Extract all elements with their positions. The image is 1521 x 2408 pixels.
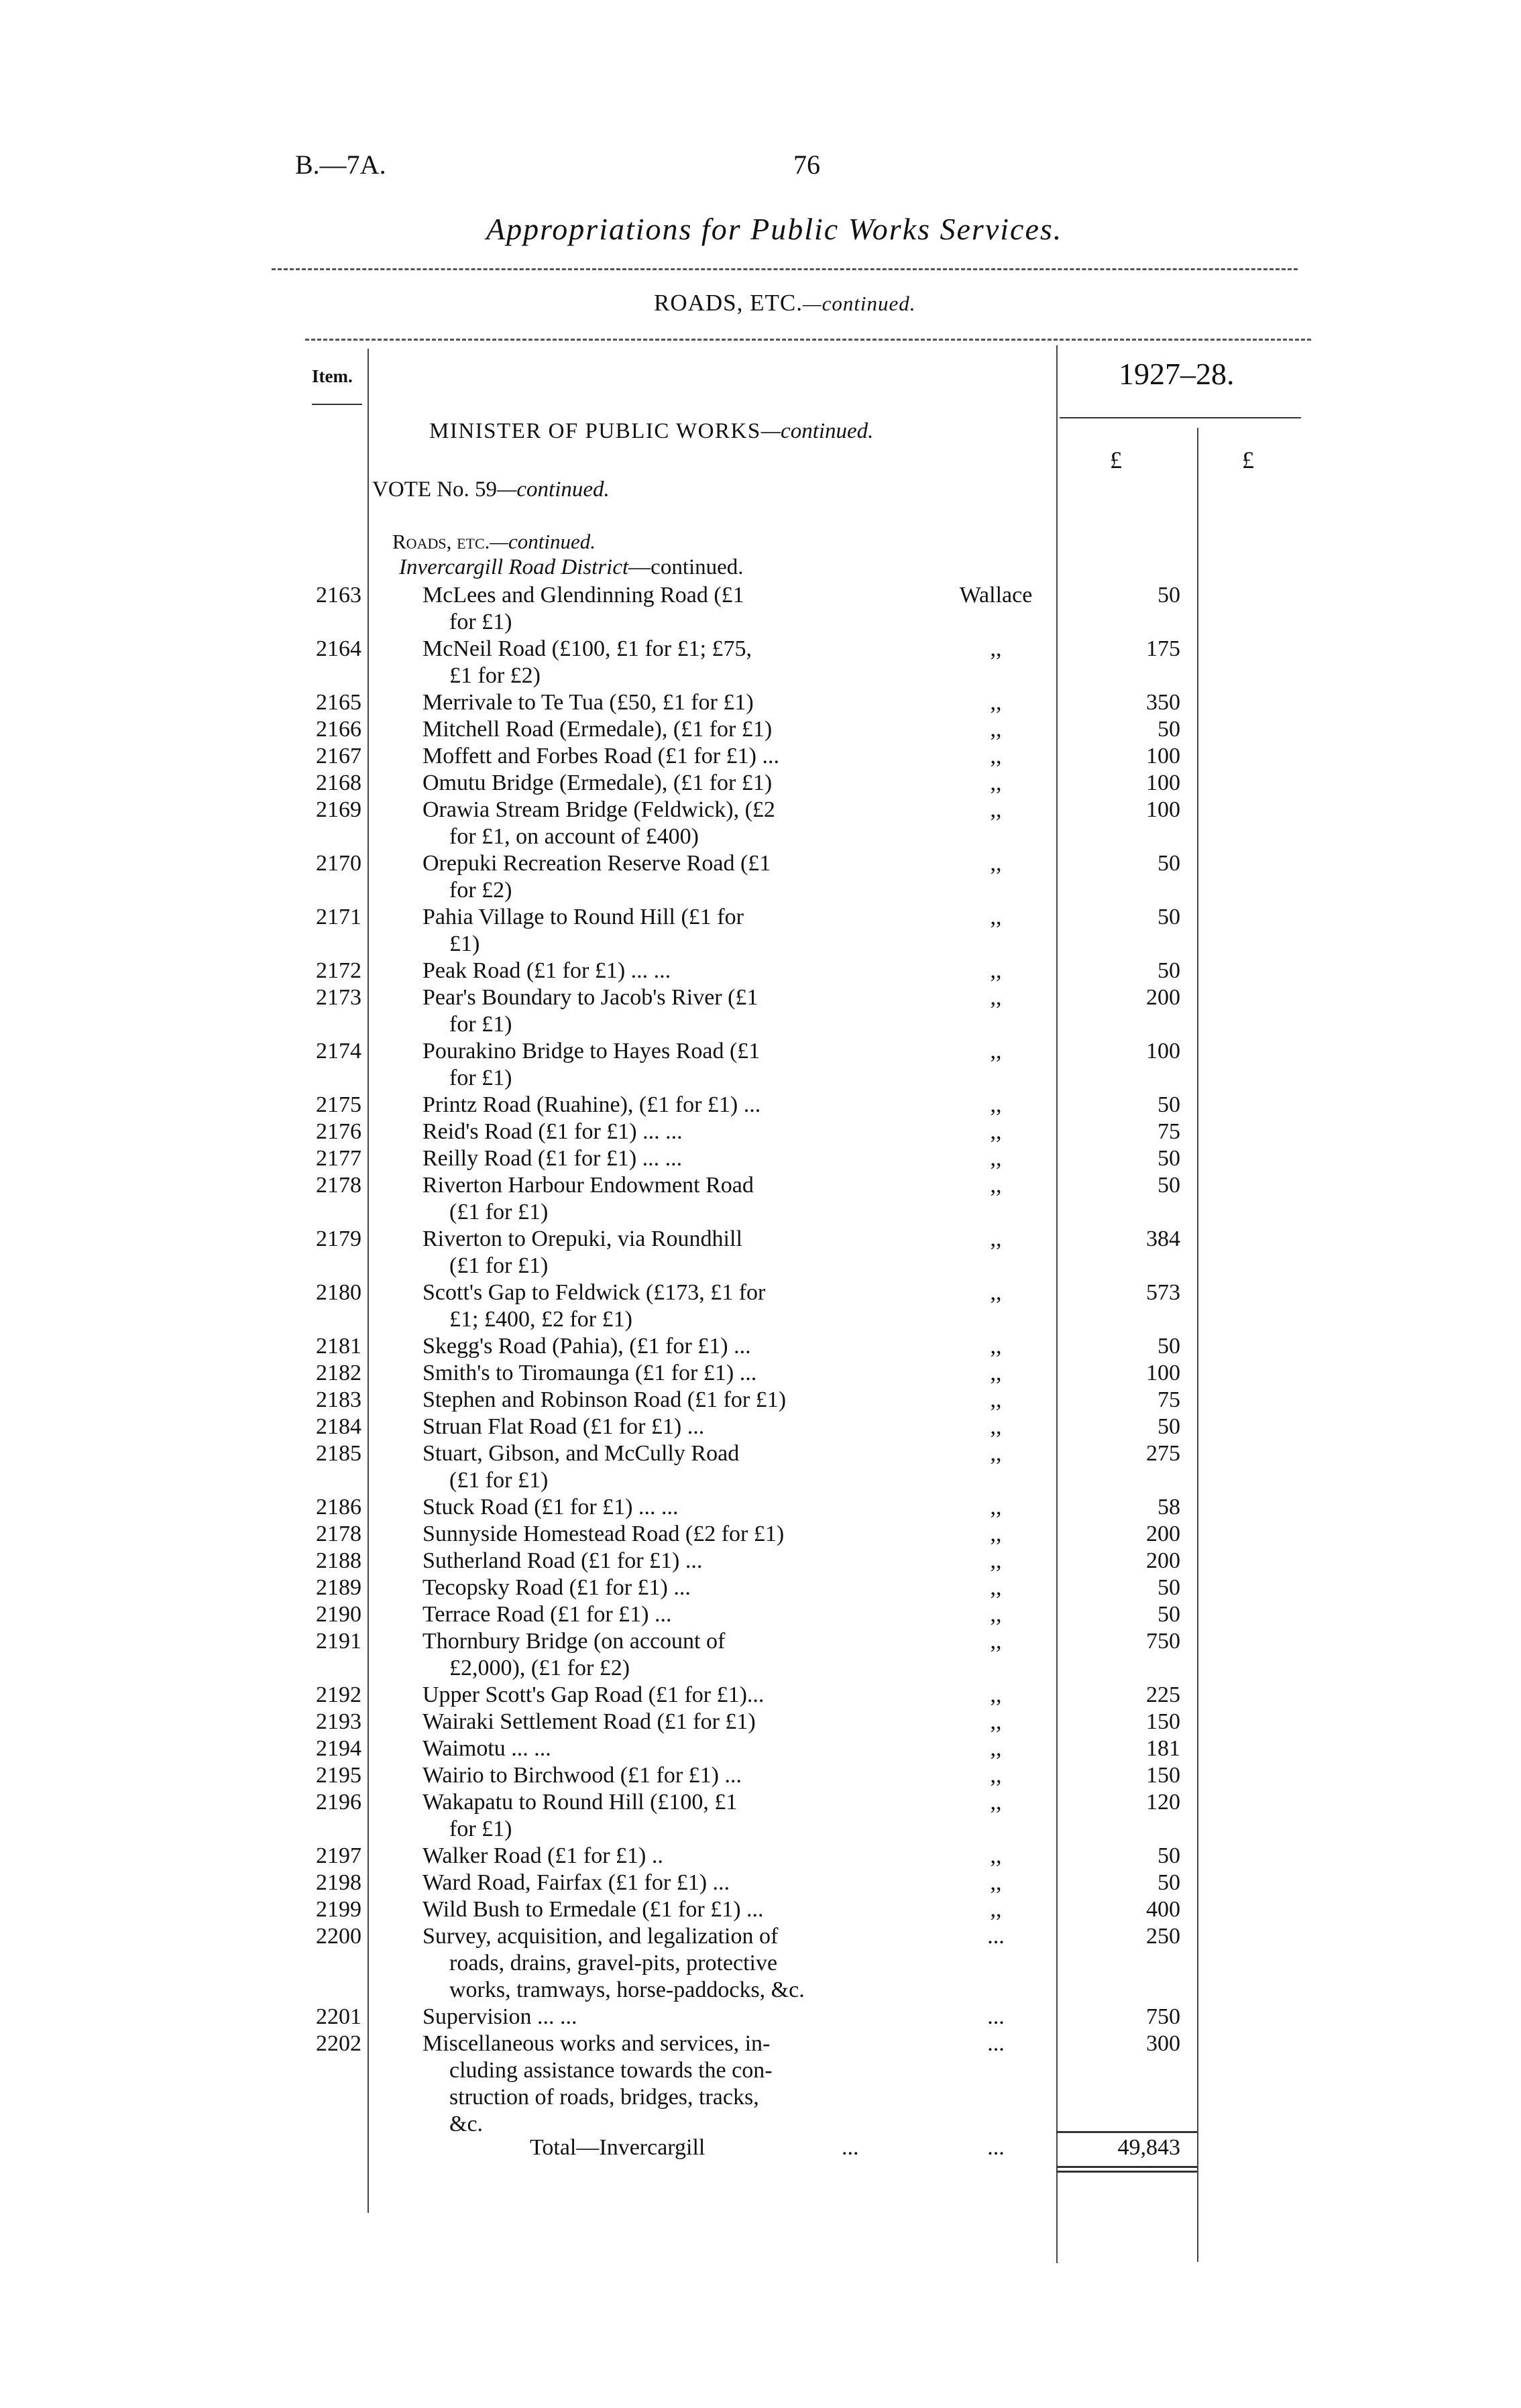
item-description — [422, 716, 865, 743]
item-amount: 120 — [1146, 1790, 1180, 1815]
item-number: 2197 — [316, 1843, 361, 1868]
description-line: Omutu Bridge (Ermedale), (£1 for £1) — [422, 770, 773, 795]
item-amount: 200 — [1146, 985, 1180, 1010]
description-line: Reid's Road (£1 for £1) ... ... — [422, 1119, 683, 1144]
description-line: Terrace Road (£1 for £1) ... — [422, 1602, 672, 1627]
item-description — [422, 1896, 865, 1923]
item-district: ,, — [990, 1629, 1002, 1654]
item-amount: 50 — [1158, 958, 1180, 983]
item-number: 2191 — [316, 1629, 361, 1654]
item-district: ,, — [990, 797, 1002, 822]
item-number: 2163 — [316, 583, 361, 608]
item-amount: 275 — [1146, 1441, 1180, 1466]
item-description — [422, 1119, 865, 1145]
item-amount: 750 — [1146, 2004, 1180, 2029]
item-amount: 100 — [1146, 744, 1180, 768]
item-district: ,, — [990, 905, 1002, 929]
item-number: 2164 — [316, 636, 361, 661]
description-line: struction of roads, bridges, tracks, — [449, 2085, 759, 2110]
item-number: 2201 — [316, 2004, 361, 2029]
item-description — [422, 1923, 865, 2004]
item-amount: 50 — [1158, 1414, 1180, 1439]
item-description — [422, 958, 865, 984]
item-amount: 50 — [1158, 1843, 1180, 1868]
item-amount: 200 — [1146, 1548, 1180, 1573]
description-line: Sunnyside Homestead Road (£2 for £1) — [422, 1522, 785, 1546]
item-amount: 58 — [1158, 1495, 1180, 1520]
item-amount: 100 — [1146, 1039, 1180, 1064]
item-column-header: Item. — [312, 366, 353, 386]
item-number: 2165 — [316, 690, 361, 715]
item-number: 2172 — [316, 958, 361, 983]
item-district: ,, — [990, 744, 1002, 768]
item-amount: 50 — [1158, 1146, 1180, 1171]
item-description — [422, 2004, 865, 2030]
item-amount: 75 — [1158, 1119, 1180, 1144]
item-district: ,, — [990, 1522, 1002, 1546]
item-description — [422, 904, 865, 958]
item-district: ,, — [990, 1709, 1002, 1734]
description-line: Miscellaneous works and services, in- — [422, 2031, 771, 2056]
section-suffix: —continued. — [803, 292, 916, 315]
item-district: ,, — [990, 1843, 1002, 1868]
item-description — [422, 2030, 865, 2138]
amount-right-rule — [1197, 428, 1198, 2262]
total-label: Total—Invercargill — [530, 2135, 706, 2160]
item-district: ,, — [990, 1548, 1002, 1573]
item-description — [422, 1333, 865, 1360]
item-district: ,, — [990, 1441, 1002, 1466]
item-amount: 100 — [1146, 797, 1180, 822]
item-district: ,, — [990, 1790, 1002, 1815]
description-line: Stuck Road (£1 for £1) ... ... — [422, 1495, 679, 1520]
description-line: Tecopsky Road (£1 for £1) ... — [422, 1575, 691, 1600]
description-line: Survey, acquisition, and legalization of — [422, 1924, 779, 1949]
item-district: ,, — [990, 1414, 1002, 1439]
description-line: Printz Road (Ruahine), (£1 for £1) ... — [422, 1092, 761, 1117]
description-line: works, tramways, horse-paddocks, &c. — [449, 1977, 805, 2002]
item-district: ,, — [990, 1334, 1002, 1359]
item-number: 2196 — [316, 1790, 361, 1815]
item-number: 2198 — [316, 1870, 361, 1895]
ministry-name: MINISTER OF PUBLIC WORKS — [429, 419, 761, 443]
item-number: 2184 — [316, 1414, 361, 1439]
description-line: Sutherland Road (£1 for £1) ... — [422, 1548, 703, 1573]
item-amount: 150 — [1146, 1709, 1180, 1734]
description-line: Stuart, Gibson, and McCully Road — [422, 1441, 740, 1466]
item-district: ,, — [990, 1575, 1002, 1600]
description-line: Walker Road (£1 for £1) .. — [422, 1843, 663, 1868]
item-amount: 50 — [1158, 1870, 1180, 1895]
item-district: ,, — [990, 1682, 1002, 1707]
item-district: ,, — [990, 636, 1002, 661]
description-line: Riverton to Orepuki, via Roundhill — [422, 1226, 742, 1251]
item-description — [422, 1172, 865, 1226]
item-description — [422, 1601, 865, 1628]
item-amount: 175 — [1146, 636, 1180, 661]
description-line: Struan Flat Road (£1 for £1) ... — [422, 1414, 705, 1439]
item-district: ,, — [990, 717, 1002, 742]
item-district: ... — [987, 2004, 1005, 2029]
item-number: 2171 — [316, 905, 361, 929]
item-district: ,, — [990, 1763, 1002, 1788]
item-amount: 400 — [1146, 1897, 1180, 1922]
item-amount: 150 — [1146, 1763, 1180, 1788]
description-line: £1; £400, £2 for £1) — [449, 1307, 632, 1332]
item-description — [422, 984, 865, 1038]
item-district: ... — [987, 2031, 1005, 2056]
description-line: £2,000), (£1 for £2) — [449, 1656, 630, 1680]
item-description — [422, 1628, 865, 1682]
description-line: Riverton Harbour Endowment Road — [422, 1173, 754, 1198]
description-line: Waimotu ... ... — [422, 1736, 551, 1761]
title-rule — [272, 268, 1298, 270]
description-line: for £1) — [449, 1066, 512, 1090]
item-amount: 75 — [1158, 1387, 1180, 1412]
year-column-header: 1927–28. — [1119, 357, 1235, 391]
total-top-rule — [1056, 2131, 1197, 2133]
item-number: 2170 — [316, 851, 361, 876]
description-line: (£1 for £1) — [449, 1468, 549, 1493]
item-district: ,, — [990, 1226, 1002, 1251]
document-code: B.—7A. — [295, 150, 386, 180]
description-line: Moffett and Forbes Road (£1 for £1) ... — [422, 744, 779, 768]
item-district: ,, — [990, 1361, 1002, 1385]
item-amount: 200 — [1146, 1522, 1180, 1546]
item-description — [422, 689, 865, 716]
item-description — [422, 1092, 865, 1119]
description-line: for £1) — [449, 1817, 512, 1841]
description-line: Pear's Boundary to Jacob's River (£1 — [422, 985, 758, 1010]
item-description — [422, 1440, 865, 1494]
item-district: ,, — [990, 1736, 1002, 1761]
vote-suffix: —continued. — [497, 477, 610, 502]
total-leaders: ... — [842, 2135, 859, 2160]
item-number: 2182 — [316, 1361, 361, 1385]
item-amount: 50 — [1158, 905, 1180, 929]
item-description — [422, 797, 865, 850]
item-description — [422, 850, 865, 904]
subhead-heading — [392, 530, 596, 554]
item-district: ,, — [990, 851, 1002, 876]
item-number: 2168 — [316, 770, 361, 795]
section-label: ROADS, ETC. — [654, 290, 803, 316]
item-description — [422, 582, 865, 636]
item-district: ,, — [990, 690, 1002, 715]
item-number: 2181 — [316, 1334, 361, 1359]
item-column-rule — [368, 349, 369, 2213]
item-number: 2183 — [316, 1387, 361, 1412]
item-number: 2193 — [316, 1709, 361, 1734]
item-number: 2199 — [316, 1897, 361, 1922]
item-number: 2178 — [316, 1173, 361, 1198]
item-amount: 50 — [1158, 1602, 1180, 1627]
item-amount: 100 — [1146, 770, 1180, 795]
year-header-rule — [1060, 417, 1301, 418]
item-description — [422, 1548, 865, 1574]
district-suffix: —continued. — [628, 555, 744, 579]
item-description — [422, 743, 865, 770]
description-line: McLees and Glendinning Road (£1 — [422, 583, 744, 608]
item-amount: 50 — [1158, 717, 1180, 742]
description-line: Stephen and Robinson Road (£1 for £1) — [422, 1387, 787, 1412]
item-number: 2178 — [316, 1522, 361, 1546]
item-district: ,, — [990, 1280, 1002, 1305]
item-amount: 50 — [1158, 583, 1180, 608]
item-description — [422, 1709, 865, 1735]
item-description — [422, 1762, 865, 1789]
item-description — [422, 1279, 865, 1333]
item-amount: 573 — [1146, 1280, 1180, 1305]
item-number: 2190 — [316, 1602, 361, 1627]
description-line: Supervision ... ... — [422, 2004, 577, 2029]
ministry-heading — [429, 419, 873, 444]
item-description — [422, 1145, 865, 1172]
item-amount: 350 — [1146, 690, 1180, 715]
description-line: £1 for £2) — [449, 663, 541, 688]
item-district: ... — [987, 1924, 1005, 1949]
item-number: 2177 — [316, 1146, 361, 1171]
item-amount: 181 — [1146, 1736, 1180, 1761]
description-line: for £1, on account of £400) — [449, 824, 699, 849]
ministry-suffix: —continued. — [760, 419, 874, 443]
section-rule — [305, 339, 1311, 341]
item-district: ,, — [990, 1495, 1002, 1520]
item-number: 2167 — [316, 744, 361, 768]
item-amount: 384 — [1146, 1226, 1180, 1251]
item-district: ,, — [990, 1039, 1002, 1064]
description-line: Reilly Road (£1 for £1) ... ... — [422, 1146, 683, 1171]
district-heading — [399, 555, 744, 580]
item-description — [422, 1735, 865, 1762]
description-line: for £2) — [449, 878, 512, 903]
description-line: Thornbury Bridge (on account of — [422, 1629, 726, 1654]
description-line: Skegg's Road (Pahia), (£1 for £1) ... — [422, 1334, 751, 1359]
subhead-label: Roads, etc. — [392, 530, 490, 553]
item-description — [422, 770, 865, 797]
item-number: 2180 — [316, 1280, 361, 1305]
vote-label: VOTE No. 59 — [372, 477, 498, 502]
item-number: 2169 — [316, 797, 361, 822]
item-amount: 50 — [1158, 1334, 1180, 1359]
page-number: 76 — [793, 150, 820, 180]
page-title: Appropriations for Public Works Services. — [486, 212, 1063, 246]
total-amount: 49,843 — [1117, 2135, 1180, 2160]
total-bottom-rule — [1056, 2166, 1197, 2168]
item-amount: 225 — [1146, 1682, 1180, 1707]
description-line: for £1) — [449, 610, 512, 634]
item-number: 2175 — [316, 1092, 361, 1117]
item-district: ,, — [990, 1146, 1002, 1171]
item-amount: 250 — [1146, 1924, 1180, 1949]
item-amount: 100 — [1146, 1361, 1180, 1385]
item-district: ,, — [990, 1387, 1002, 1412]
item-amount: 50 — [1158, 1173, 1180, 1198]
item-description — [422, 1843, 865, 1870]
description-line: for £1) — [449, 1012, 512, 1037]
description-line: Orepuki Recreation Reserve Road (£1 — [422, 851, 771, 876]
item-number: 2194 — [316, 1736, 361, 1761]
description-line: Scott's Gap to Feldwick (£173, £1 for — [422, 1280, 766, 1305]
total-district-mark: ... — [987, 2135, 1005, 2160]
item-number: 2166 — [316, 717, 361, 742]
item-description — [422, 1574, 865, 1601]
description-line: roads, drains, gravel-pits, protective — [449, 1951, 778, 1975]
item-district: ,, — [990, 1173, 1002, 1198]
item-header-underline — [312, 404, 362, 405]
item-description — [422, 1038, 865, 1092]
item-amount: 50 — [1158, 1092, 1180, 1117]
item-number: 2173 — [316, 985, 361, 1010]
total-double-rule — [1056, 2171, 1197, 2173]
item-district: ,, — [990, 1092, 1002, 1117]
item-number: 2202 — [316, 2031, 361, 2056]
item-number: 2186 — [316, 1495, 361, 1520]
item-number: 2179 — [316, 1226, 361, 1251]
description-line: &c. — [449, 2112, 484, 2136]
item-amount: 50 — [1158, 851, 1180, 876]
item-amount: 50 — [1158, 1575, 1180, 1600]
item-description — [422, 1360, 865, 1387]
vote-heading — [372, 477, 610, 502]
item-description — [422, 1682, 865, 1709]
description-line: Upper Scott's Gap Road (£1 for £1)... — [422, 1682, 765, 1707]
description-line: Wakapatu to Round Hill (£100, £1 — [422, 1790, 738, 1815]
description-line: (£1 for £1) — [449, 1200, 549, 1224]
item-description — [422, 1789, 865, 1843]
description-line: Wairaki Settlement Road (£1 for £1) — [422, 1709, 756, 1734]
item-number: 2195 — [316, 1763, 361, 1788]
pound-left-label: £ — [1110, 447, 1122, 473]
item-description — [422, 636, 865, 689]
description-line: Ward Road, Fairfax (£1 for £1) ... — [422, 1870, 730, 1895]
item-description — [422, 1226, 865, 1279]
description-line: Peak Road (£1 for £1) ... ... — [422, 958, 671, 983]
item-description — [422, 1870, 865, 1896]
item-number: 2192 — [316, 1682, 361, 1707]
item-number: 2176 — [316, 1119, 361, 1144]
description-line: McNeil Road (£100, £1 for £1; £75, — [422, 636, 752, 661]
description-line: Mitchell Road (Ermedale), (£1 for £1) — [422, 717, 773, 742]
description-line: Pourakino Bridge to Hayes Road (£1 — [422, 1039, 760, 1064]
item-number: 2188 — [316, 1548, 361, 1573]
item-number: 2200 — [316, 1924, 361, 1949]
item-district: ,, — [990, 985, 1002, 1010]
item-amount: 750 — [1146, 1629, 1180, 1654]
district-label: Invercargill Road District — [399, 555, 629, 579]
section-title — [654, 290, 916, 317]
subhead-suffix: —continued. — [490, 530, 596, 553]
item-amount: 300 — [1146, 2031, 1180, 2056]
item-description — [422, 1387, 865, 1414]
item-district: ,, — [990, 770, 1002, 795]
item-district: ,, — [990, 958, 1002, 983]
item-description — [422, 1414, 865, 1440]
description-line: Wairio to Birchwood (£1 for £1) ... — [422, 1763, 742, 1788]
description-line: Smith's to Tiromaunga (£1 for £1) ... — [422, 1361, 757, 1385]
pound-right-label: £ — [1242, 447, 1254, 473]
description-line: Orawia Stream Bridge (Feldwick), (£2 — [422, 797, 775, 822]
description-line: £1) — [449, 931, 480, 956]
item-number: 2174 — [316, 1039, 361, 1064]
item-number: 2189 — [316, 1575, 361, 1600]
description-line: Pahia Village to Round Hill (£1 for — [422, 905, 744, 929]
item-district: Wallace — [959, 583, 1033, 608]
item-district: ,, — [990, 1602, 1002, 1627]
item-description — [422, 1521, 865, 1548]
description-line: Wild Bush to Ermedale (£1 for £1) ... — [422, 1897, 764, 1922]
description-line: cluding assistance towards the con- — [449, 2058, 773, 2083]
item-district: ,, — [990, 1870, 1002, 1895]
description-line: (£1 for £1) — [449, 1253, 549, 1278]
item-number: 2185 — [316, 1441, 361, 1466]
item-district: ,, — [990, 1897, 1002, 1922]
item-district: ,, — [990, 1119, 1002, 1144]
description-line: Merrivale to Te Tua (£50, £1 for £1) — [422, 690, 754, 715]
item-description — [422, 1494, 865, 1521]
